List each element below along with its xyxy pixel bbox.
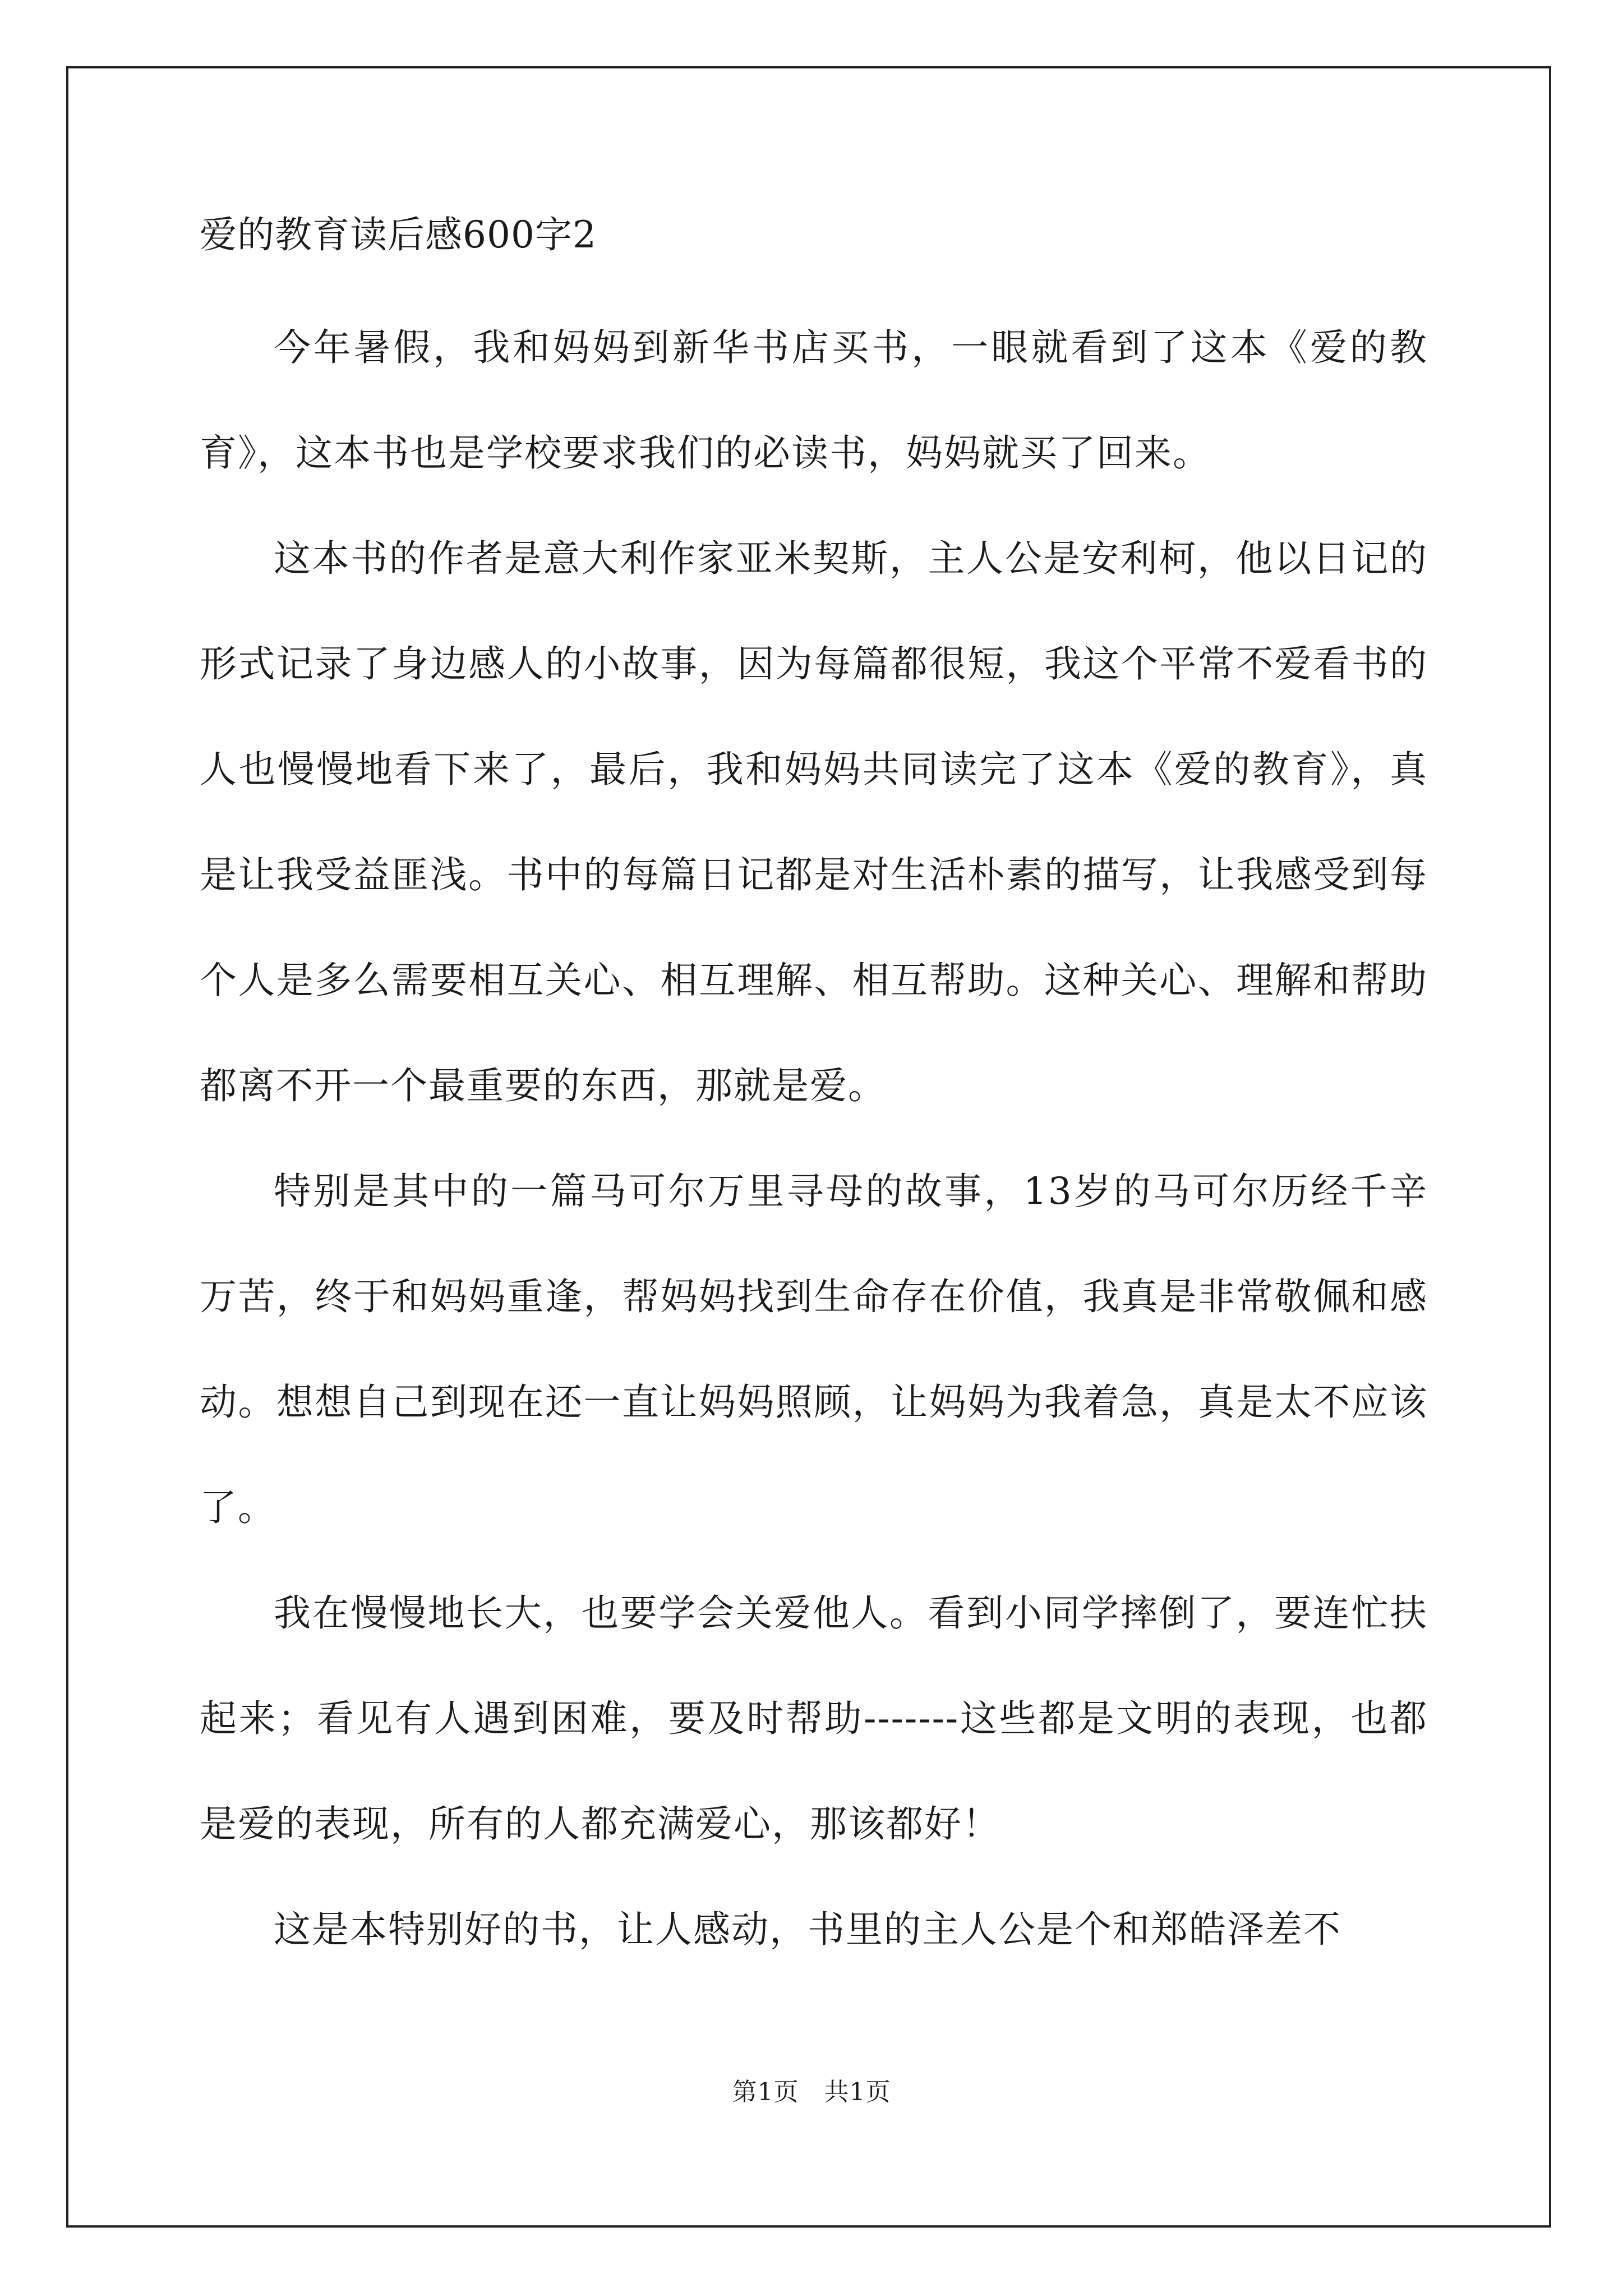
page-number-footer: 第1页 共1页 [732, 2078, 891, 2106]
paragraph: 我在慢慢地长大，也要学会关爱他人。看到小同学摔倒了，要连忙扶起来；看见有人遇到困难，要及时帮助-------这些都是文明的表现，也都是爱的表现，所有的人都充满爱心，那该都好！ [200, 1591, 1428, 1846]
paragraph: 今年暑假，我和妈妈到新华书店买书，一眼就看到了这本《爱的教育》，这本书也是学校要求我们的必读书，妈妈就买了回来。 [200, 326, 1428, 475]
paragraph: 这本书的作者是意大利作家亚米契斯，主人公是安利柯，他以日记的形式记录了身边感人的小故事，因为每篇都很短，我这个平常不爱看书的人也慢慢地看下来了，最后，我和妈妈共同读完了这本《爱的教育》，真是让我受益匪浅。书中的每篇日记都是对生活朴素的描写，让我感受到每个人是多么需要相互关心、相互理解、相互帮助。这种关心、理解和帮助都离不开一个最重要的东西，那就是爱。 [200, 537, 1428, 1107]
document-body [200, 208, 1428, 1982]
paragraph: 这是本特别好的书，让人感动，书里的主人公是个和郑皓泽差不 [274, 1908, 1341, 1951]
paragraph: 特别是其中的一篇马可尔万里寻母的故事，13岁的马可尔历经千辛万苦，终于和妈妈重逢，帮妈妈找到生命存在价值，我真是非常敬佩和感动。想想自己到现在还一直让妈妈照顾，让妈妈为我着急，真是太不应该了。 [200, 1170, 1428, 1529]
document-title: 爱的教育读后感600字2 [200, 213, 597, 256]
